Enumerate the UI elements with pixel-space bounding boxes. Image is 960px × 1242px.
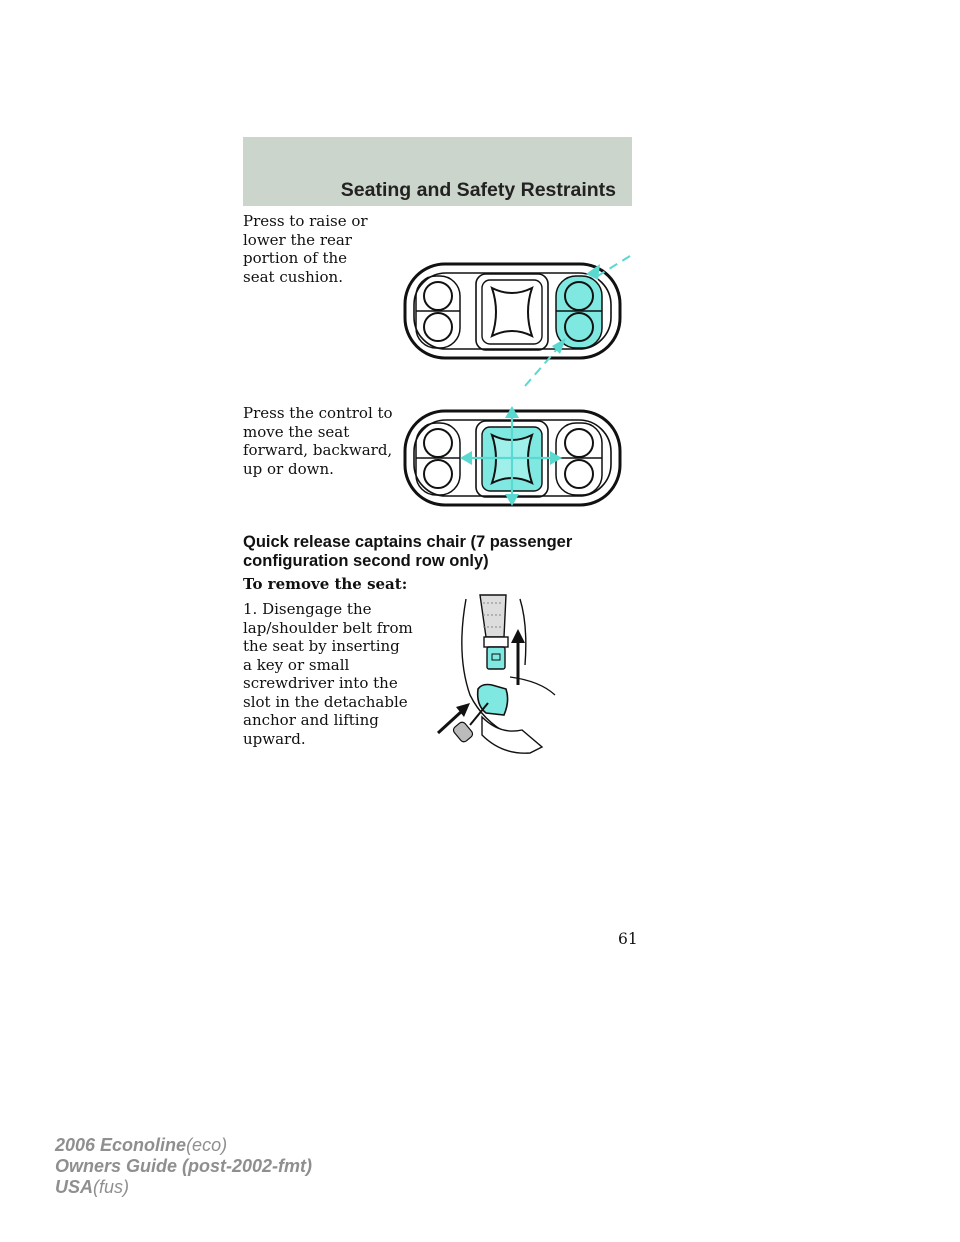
latch-plate: [484, 637, 508, 669]
para-move-seat: Press the control to move the seat forward, backward, up or down.: [243, 404, 393, 478]
footer-region-code: (fus): [93, 1177, 130, 1197]
belt-anchor-figure: [430, 585, 570, 765]
seat-control-figure-1: [400, 252, 640, 392]
lift-up-arrow: [511, 629, 525, 685]
footer-region: USA: [55, 1177, 94, 1197]
remove-seat-heading: To remove the seat:: [243, 575, 408, 593]
para-raise-lower: Press to raise or lower the rear portion of the seat cushion.: [243, 212, 368, 286]
right-cushion-buttons-highlighted: [556, 276, 602, 348]
footer-guide: Owners Guide (post-2002-fmt): [55, 1156, 313, 1176]
header-band: [243, 137, 632, 206]
footer: [55, 1135, 312, 1198]
seat-control-figure-2: [400, 404, 640, 508]
seat-belt-webbing: [480, 595, 506, 637]
footer-model-code: (eco): [186, 1135, 228, 1155]
left-cushion-buttons: [416, 423, 460, 495]
quick-release-heading: Quick release captains chair (7 passenger configuration second row only): [243, 533, 573, 570]
right-cushion-buttons: [556, 423, 602, 495]
left-cushion-buttons: [416, 276, 460, 348]
section-title: Seating and Safety Restraints: [340, 179, 616, 201]
center-control-pad: [476, 274, 548, 350]
step-1-text: 1. Disengage the lap/shoulder belt from the seat by inserting a key or small screwdriver into the slot in the detachable anchor and lifting upward.: [243, 600, 413, 748]
page-number: 61: [618, 930, 638, 948]
footer-model: 2006 Econoline: [55, 1135, 187, 1155]
